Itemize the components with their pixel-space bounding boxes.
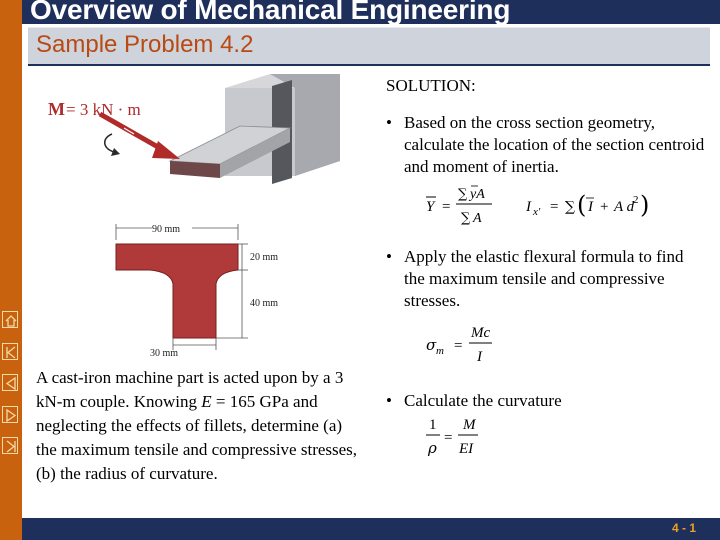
svg-text:I: I: [477, 349, 482, 365]
svg-text:m: m: [436, 345, 444, 357]
moment-value: = 3 kN · m: [66, 100, 141, 119]
svg-text:): ): [640, 191, 650, 219]
svg-text:=: =: [444, 430, 453, 446]
deck-title: Overview of Mechanical Engineering: [30, 0, 511, 25]
problem-statement: [36, 366, 366, 486]
svg-text:yA: yA: [470, 187, 485, 202]
problem-var-e: E: [201, 392, 212, 411]
solution-step-text: Apply the elastic flexural formula to find the maximum tensile and compressive stresses.: [404, 247, 684, 310]
svg-text:A: A: [473, 211, 482, 226]
beam-figure: [40, 66, 380, 216]
svg-text:EI: EI: [459, 441, 474, 457]
svg-text:=: =: [454, 338, 463, 354]
height-dimension: 40 mm: [250, 298, 279, 309]
solution-heading: SOLUTION:: [386, 76, 476, 95]
solution-step-2: [386, 246, 706, 312]
bullet-marker: •: [386, 391, 392, 410]
flexural-formula: [420, 322, 510, 368]
bullet-marker: •: [386, 113, 392, 132]
svg-text:σ: σ: [426, 336, 437, 354]
solution-step-text: Based on the cross section geometry, calculate the location of the section centroid and moment of inertia.: [404, 113, 705, 176]
width-dimension: 90 mm: [152, 224, 181, 235]
svg-text:∑: ∑: [461, 211, 471, 226]
web-dimension: 30 mm: [150, 348, 179, 358]
svg-text:I: I: [526, 199, 531, 215]
last-slide-button[interactable]: [2, 437, 18, 454]
svg-text:A d: A d: [614, 199, 635, 215]
bullet-marker: •: [386, 247, 392, 266]
last-slide-icon: [3, 438, 19, 455]
svg-text:1: 1: [429, 417, 437, 433]
next-slide-icon: [3, 407, 19, 424]
svg-text:Y: Y: [426, 199, 435, 215]
previous-slide-icon: [3, 375, 19, 392]
next-slide-button[interactable]: [2, 406, 18, 423]
svg-text:ρ: ρ: [428, 439, 437, 457]
slide-title: Sample Problem 4.2: [36, 31, 254, 58]
svg-text:=: =: [442, 199, 451, 215]
curvature-formula: [420, 414, 500, 460]
first-slide-icon: [3, 344, 19, 361]
svg-text:Mc: Mc: [471, 325, 491, 341]
svg-text:I: I: [588, 199, 593, 215]
solution-step-1: [386, 112, 706, 178]
home-icon: [3, 312, 19, 329]
problem-text-part2: = 165 GPa and neglecting the effects of fillets, determine (a) the maximum tensile and compressive stresses, (b) the radius of curvature.: [36, 392, 358, 483]
svg-text:=: =: [550, 199, 559, 215]
previous-slide-button[interactable]: [2, 374, 18, 391]
problem-text-part1: A cast-iron machine part is acted upon by a 3 kN-m couple. Knowing: [36, 368, 344, 411]
centroid-inertia-equations: [420, 182, 670, 230]
flange-dimension: 20 mm: [250, 252, 279, 263]
t-section-figure: [100, 218, 300, 358]
svg-text:+: +: [600, 199, 609, 215]
first-slide-button[interactable]: [2, 343, 18, 360]
svg-text:x′: x′: [533, 206, 541, 218]
svg-text:∑: ∑: [458, 187, 468, 202]
svg-text:2: 2: [633, 194, 639, 206]
solution-step-3: [386, 390, 706, 412]
moment-symbol: M: [48, 99, 65, 119]
solution-step-text: Calculate the curvature: [404, 391, 562, 410]
sidebar: [0, 0, 22, 540]
svg-text:∑: ∑: [565, 199, 575, 215]
home-button[interactable]: [2, 311, 18, 328]
page-number: 4 - 1: [671, 521, 696, 535]
svg-text:(: (: [577, 191, 587, 219]
bottom-bar: [22, 518, 720, 540]
svg-text:M: M: [463, 417, 476, 433]
